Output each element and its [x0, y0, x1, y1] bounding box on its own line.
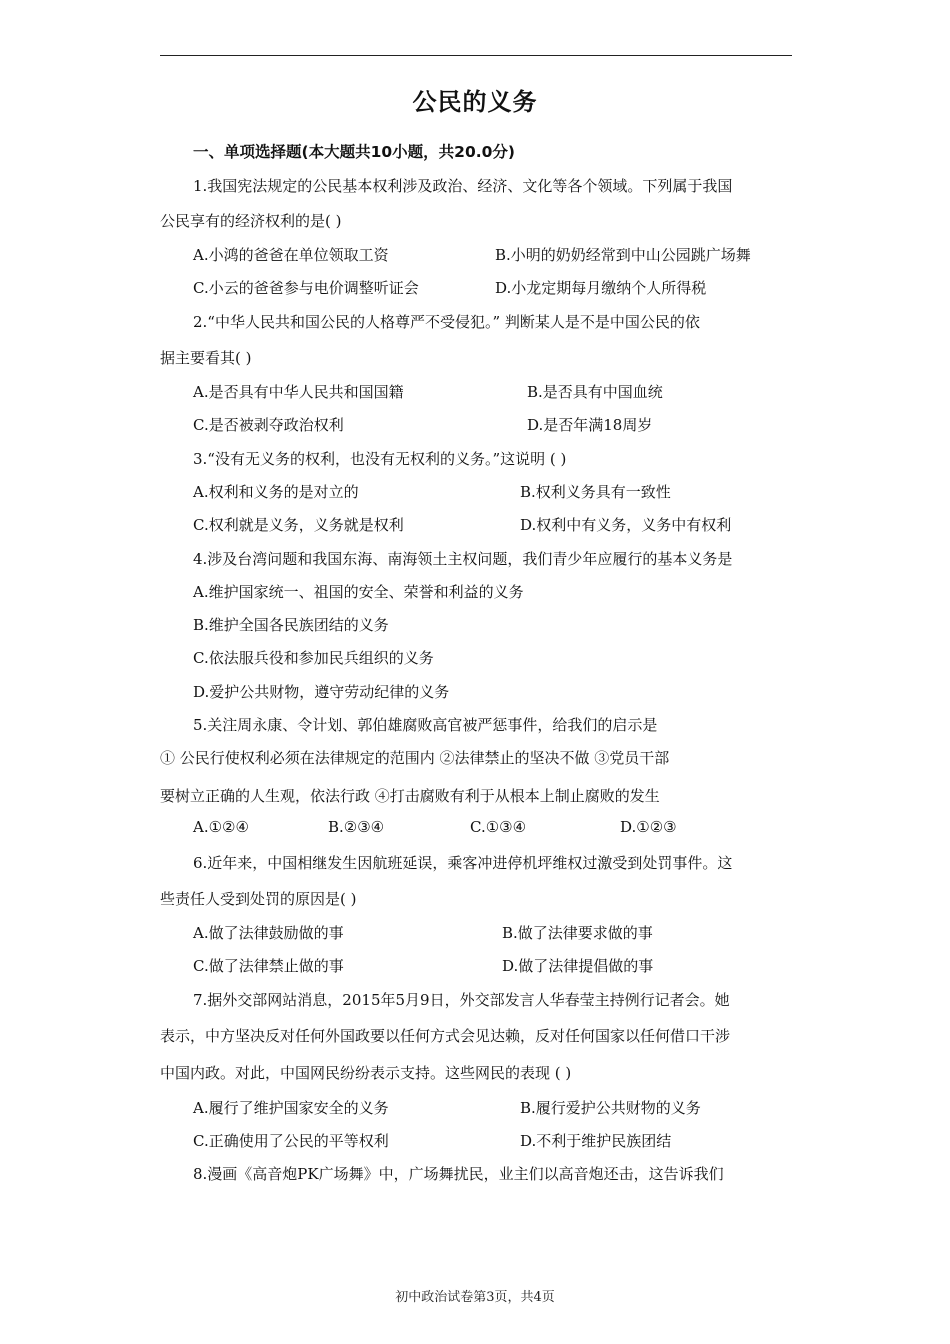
question-2-option-b: B.是否具有中国血统: [527, 383, 663, 401]
question-2-stem-line-2: 据主要看其( ): [160, 349, 252, 367]
question-6-option-b: B.做了法律要求做的事: [502, 924, 653, 942]
header-rule: [160, 55, 792, 56]
question-7-stem-line-2: 表示，中方坚决反对任何外国政要以任何方式会见达赖，反对任何国家以任何借口干涉: [160, 1027, 731, 1045]
question-5-option-b: B.②③④: [328, 818, 385, 836]
question-4-option-a: A.维护国家统一、祖国的安全、荣誉和利益的义务: [193, 583, 524, 601]
question-5-stem-line-3: 要树立正确的人生观，依法行政 ④打击腐败有利于从根本上制止腐败的发生: [160, 787, 660, 805]
question-5-option-d: D.①②③: [620, 818, 677, 836]
question-3-option-a: A.权利和义务的是对立的: [193, 483, 359, 501]
question-2-option-d: D.是否年满18周岁: [527, 416, 653, 434]
question-6-option-c: C.做了法律禁止做的事: [193, 957, 344, 975]
question-3-option-c: C.权利就是义务，义务就是权利: [193, 516, 404, 534]
question-5-option-c: C.①③④: [470, 818, 527, 836]
question-7-option-b: B.履行爱护公共财物的义务: [520, 1099, 701, 1117]
question-3-option-b: B.权利义务具有一致性: [520, 483, 671, 501]
question-4-stem-line-1: 4.涉及台湾问题和我国东海、南海领土主权问题，我们青少年应履行的基本义务是: [193, 550, 733, 568]
question-6-option-d: D.做了法律提倡做的事: [502, 957, 654, 975]
page-title: 公民的义务: [412, 88, 538, 116]
question-1-stem-line-1: 1.我国宪法规定的公民基本权利涉及政治、经济、文化等各个领域。下列属于我国: [193, 177, 733, 195]
question-2-stem-line-1: 2.“中华人民共和国公民的人格尊严不受侵犯。” 判断某人是不是中国公民的依: [193, 313, 700, 331]
question-7-option-a: A.履行了维护国家安全的义务: [193, 1099, 389, 1117]
question-1-option-c: C.小云的爸爸参与电价调整听证会: [193, 279, 419, 297]
question-4-option-d: D.爱护公共财物，遵守劳动纪律的义务: [193, 683, 450, 701]
page-footer: 初中政治试卷第3页，共4页: [395, 1290, 555, 1305]
question-7-option-c: C.正确使用了公民的平等权利: [193, 1132, 389, 1150]
question-4-option-b: B.维护全国各民族团结的义务: [193, 616, 389, 634]
question-7-stem-line-1: 7.据外交部网站消息，2015年5月9日，外交部发言人华春莹主持例行记者会。她: [193, 991, 730, 1009]
question-6-stem-line-2: 些责任人受到处罚的原因是( ): [160, 890, 357, 908]
question-2-option-a: A.是否具有中华人民共和国国籍: [193, 383, 404, 401]
question-1-option-b: B.小明的奶奶经常到中山公园跳广场舞: [495, 246, 751, 264]
question-5-option-a: A.①②④: [193, 818, 249, 836]
question-1-option-d: D.小龙定期每月缴纳个人所得税: [495, 279, 707, 297]
question-2-option-c: C.是否被剥夺政治权利: [193, 416, 344, 434]
question-4-option-c: C.依法服兵役和参加民兵组织的义务: [193, 649, 434, 667]
question-6-stem-line-1: 6.近年来，中国相继发生因航班延误，乘客冲进停机坪维权过激受到处罚事件。这: [193, 854, 733, 872]
question-3-stem-line-1: 3.“没有无义务的权利，也没有无权利的义务。”这说明 ( ): [193, 450, 567, 468]
question-5-stem-line-1: 5.关注周永康、令计划、郭伯雄腐败高官被严惩事件，给我们的启示是: [193, 716, 658, 734]
question-1-option-a: A.小鸿的爸爸在单位领取工资: [193, 246, 389, 264]
question-7-stem-line-3: 中国内政。对此，中国网民纷纷表示支持。这些网民的表现 ( ): [160, 1064, 572, 1082]
question-1-stem-line-2: 公民享有的经济权利的是( ): [160, 212, 342, 230]
question-3-option-d: D.权利中有义务，义务中有权利: [520, 516, 732, 534]
section-heading: 一、单项选择题(本大题共10小题，共20.0分): [193, 143, 515, 161]
question-6-option-a: A.做了法律鼓励做的事: [193, 924, 344, 942]
question-5-stem-line-2: ① 公民行使权利必须在法律规定的范围内 ②法律禁止的坚决不做 ③党员干部: [160, 749, 670, 767]
question-8-stem-line-1: 8.漫画《高音炮PK广场舞》中，广场舞扰民，业主们以高音炮还击，这告诉我们: [193, 1165, 724, 1183]
question-7-option-d: D.不利于维护民族团结: [520, 1132, 672, 1150]
